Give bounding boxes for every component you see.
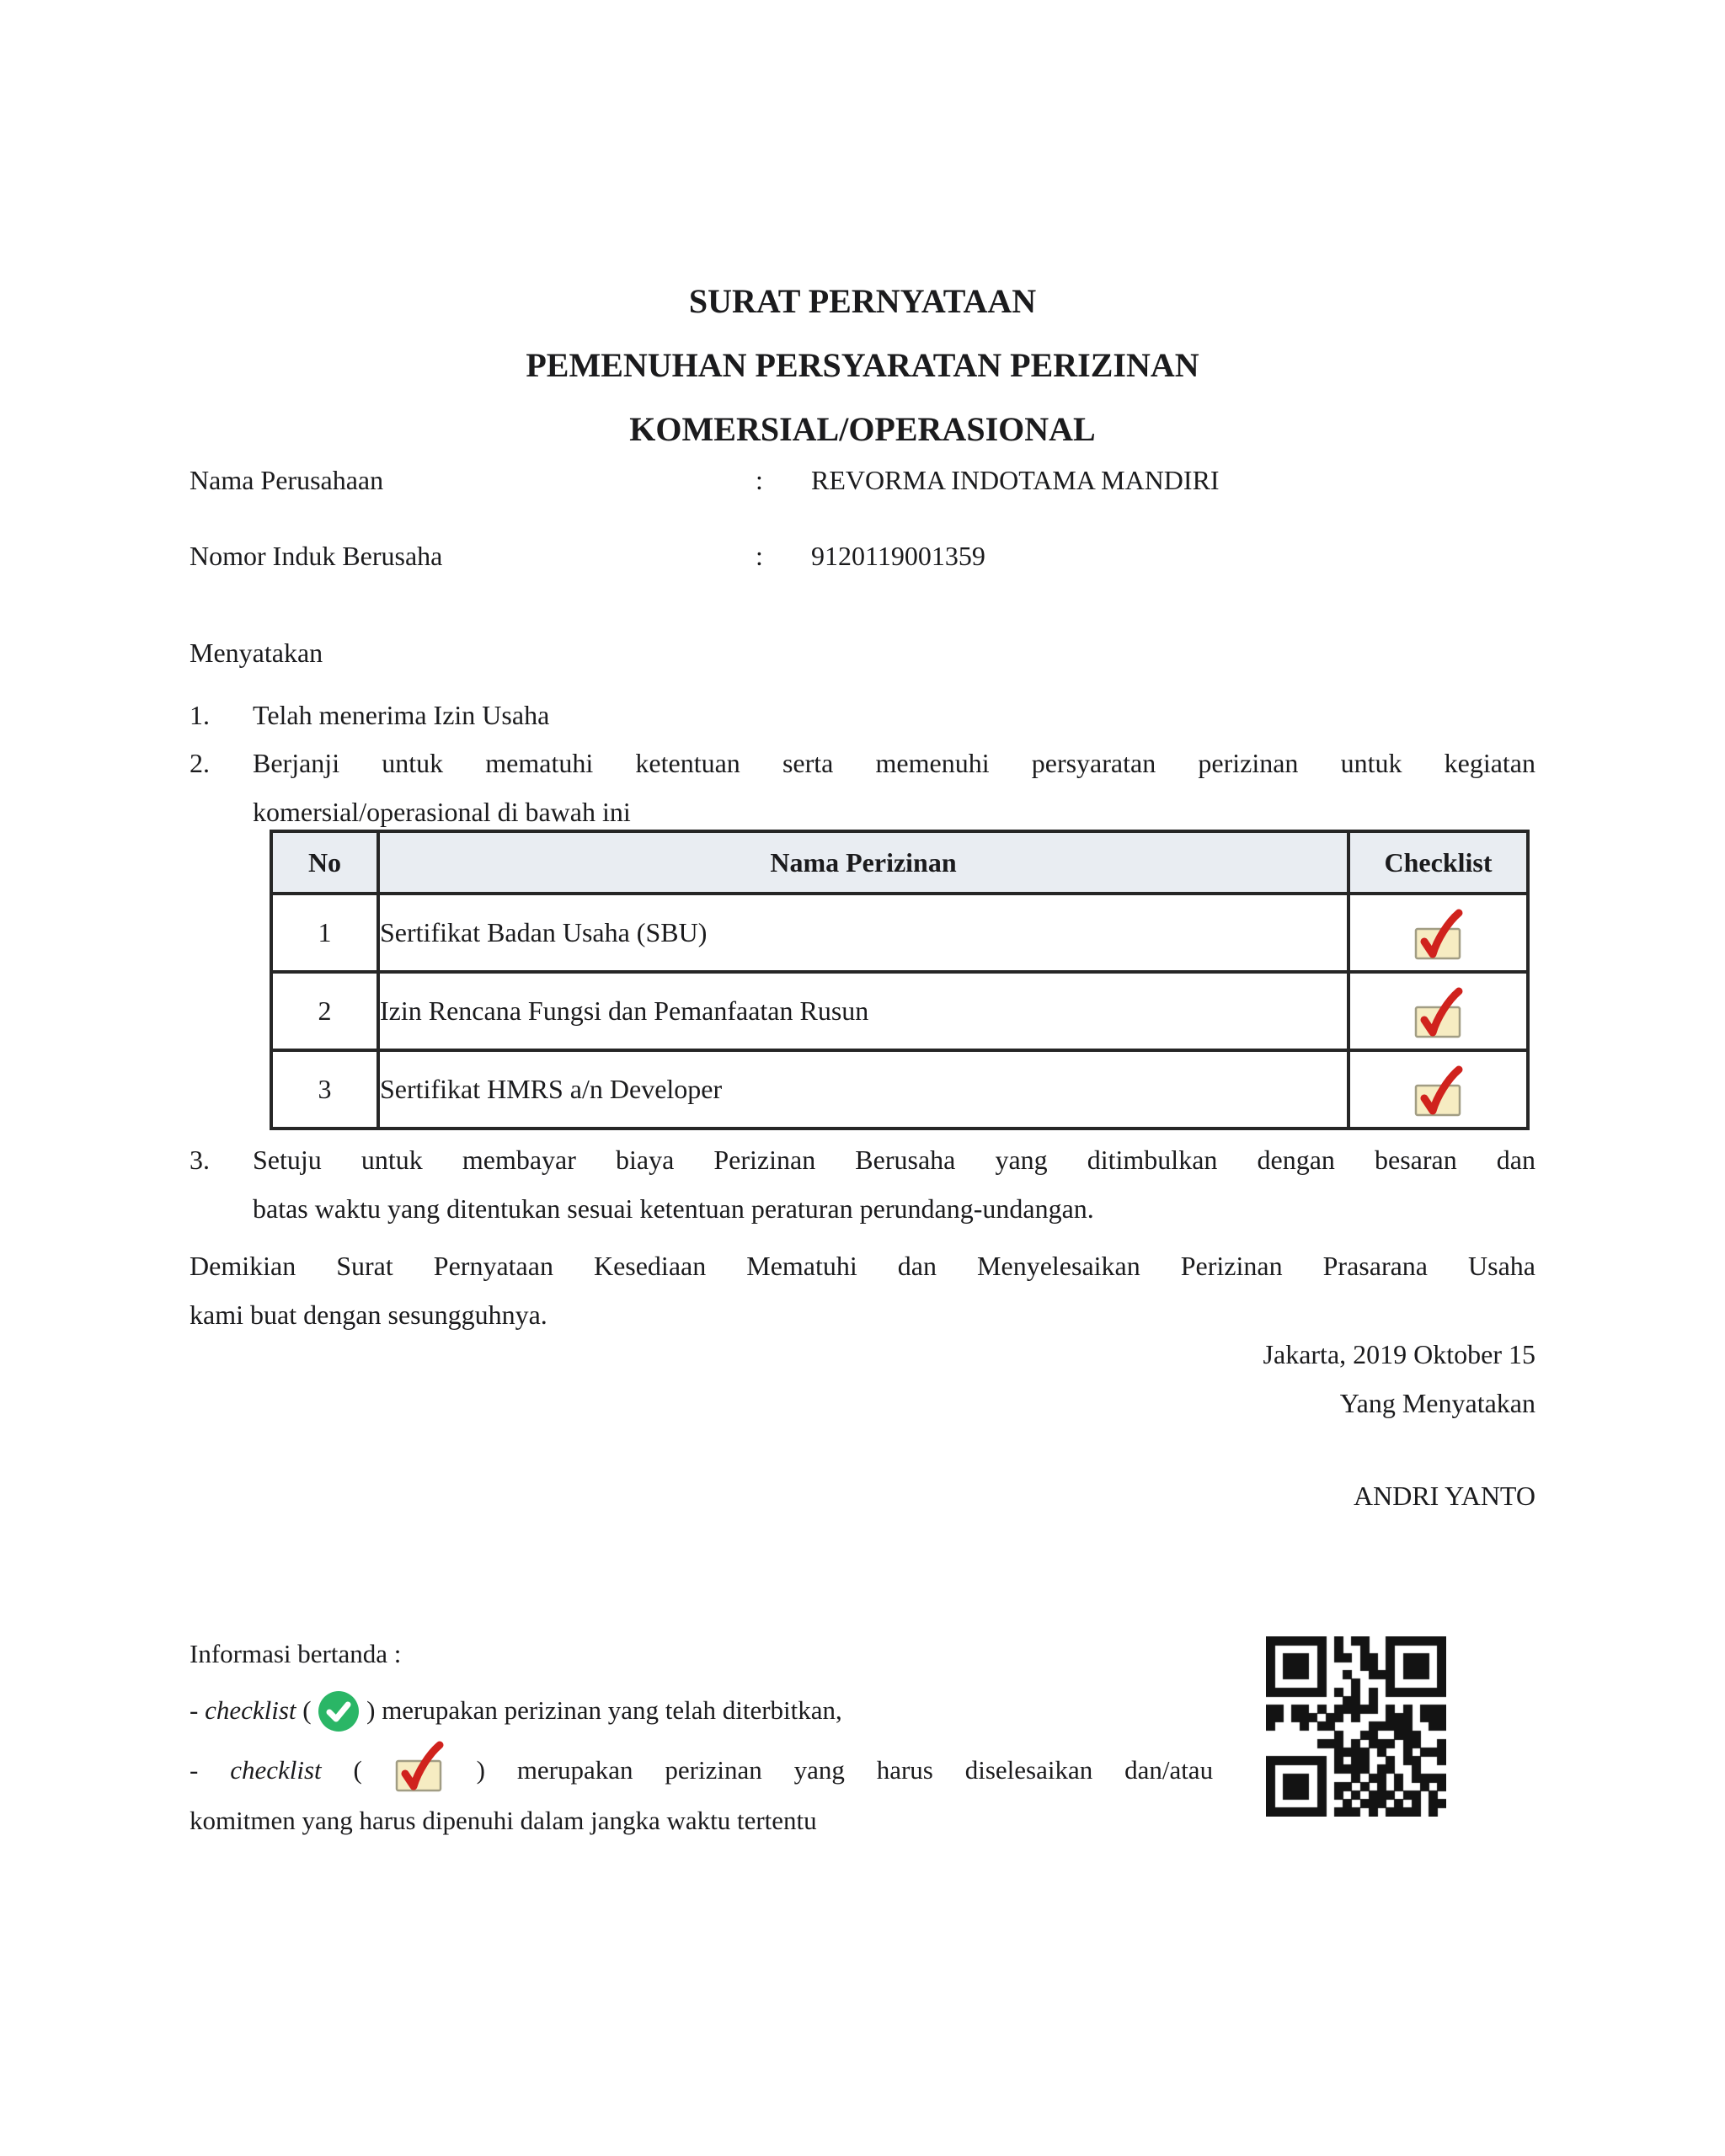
title-line-1: SURAT PERNYATAAN (688, 282, 1037, 320)
field-value: REVORMA INDOTAMA MANDIRI (811, 465, 1220, 495)
legend-heading: Informasi bertanda : (190, 1639, 402, 1668)
legend-commitment-line-2: komitmen yang harus dipenuhi dalam jangka waktu tertentu (190, 1806, 817, 1835)
legend-paren: ) (366, 1695, 376, 1725)
item-line: Setuju untuk membayar biaya Perizinan Berusaha yang ditimbulkan dengan besaran dan (253, 1145, 1535, 1175)
field-label: Nomor Induk Berusaha (190, 541, 443, 571)
signature-name: ANDRI YANTO (1354, 1481, 1535, 1511)
row-permit-name: Izin Rencana Fungsi dan Pemanfaatan Rusun (378, 972, 1348, 1050)
statement-intro: Menyatakan (190, 638, 323, 668)
statement-item-3 (190, 1135, 1535, 1233)
legend-paren: ) (476, 1755, 485, 1785)
company-fields (190, 462, 1535, 574)
header-no: No (271, 831, 378, 894)
table-row (271, 972, 1528, 1050)
perizinan-table (270, 830, 1530, 1130)
closing-paragraph (190, 1241, 1535, 1339)
legend-section (190, 1636, 1213, 1844)
legend-issued-line (190, 1683, 1213, 1738)
legend-dash: - (190, 1695, 199, 1725)
signature-block (1263, 1330, 1535, 1520)
red-check-on-box-icon (394, 1740, 445, 1792)
item-number: 2. (190, 748, 210, 778)
signature-declarer-label: Yang Menyatakan (1339, 1388, 1535, 1418)
legend-commitment-line (190, 1740, 1213, 1797)
table-row (271, 894, 1528, 972)
statement-item-1 (190, 691, 1535, 739)
row-checklist-cell (1348, 894, 1528, 972)
red-check-on-box-icon (1413, 1071, 1464, 1102)
statement-item-2 (190, 739, 1535, 836)
title-line-2: PEMENUHAN PERSYARATAN PERIZINAN (526, 346, 1199, 384)
field-separator: : (756, 541, 763, 571)
row-permit-name: Sertifikat Badan Usaha (SBU) (378, 894, 1348, 972)
item-line: Telah menerima Izin Usaha (253, 700, 550, 730)
field-value: 9120119001359 (811, 541, 985, 571)
legend-word: checklist (205, 1695, 296, 1725)
legend-paren: ( (302, 1695, 312, 1725)
legend-text: merupakan perizinan yang telah diterbitkan, (382, 1695, 842, 1725)
header-row (271, 831, 1528, 894)
perizinan-table-body (271, 894, 1528, 1129)
title-line-3: KOMERSIAL/OPERASIONAL (629, 410, 1096, 448)
row-number: 3 (271, 1050, 378, 1129)
item-line: komersial/operasional di bawah ini (253, 797, 631, 827)
document-title (0, 270, 1725, 462)
red-check-on-box-icon (1413, 915, 1464, 945)
row-number: 2 (271, 972, 378, 1050)
green-check-circle-icon (318, 1690, 360, 1732)
header-checklist: Checklist (1348, 831, 1528, 894)
field-business-id-number (190, 538, 1535, 574)
item-line: Berjanji untuk mematuhi ketentuan serta memenuhi persyaratan perizinan untuk kegiatan (253, 748, 1535, 778)
header-nama-perizinan: Nama Perizinan (378, 831, 1348, 894)
red-check-on-box-icon (1413, 993, 1464, 1023)
closing-line: Demikian Surat Pernyataan Kesediaan Mematuhi dan Menyelesaikan Perizinan Prasarana Usaha (190, 1251, 1535, 1281)
perizinan-table-header (271, 831, 1528, 894)
item-text (253, 739, 1535, 836)
row-permit-name: Sertifikat HMRS a/n Developer (378, 1050, 1348, 1129)
item-number: 1. (190, 700, 210, 730)
legend-paren: ( (353, 1755, 362, 1785)
legend-text: merupakan perizinan yang harus diselesaikan dan/atau (516, 1755, 1214, 1785)
table-row (271, 1050, 1528, 1129)
legend-dash: - (190, 1755, 199, 1785)
legend-word: checklist (230, 1755, 322, 1785)
field-company-name (190, 462, 1535, 498)
row-number: 1 (271, 894, 378, 972)
row-checklist-cell (1348, 1050, 1528, 1129)
item-text (253, 691, 1535, 739)
closing-line: kami buat dengan sesungguhnya. (190, 1299, 547, 1330)
row-checklist-cell (1348, 972, 1528, 1050)
item-number: 3. (190, 1145, 210, 1175)
item-line: batas waktu yang ditentukan sesuai ketentuan peraturan perundang-undangan. (253, 1193, 1094, 1224)
field-separator: : (756, 465, 763, 495)
item-text (253, 1135, 1535, 1233)
qr-code (1266, 1636, 1446, 1817)
field-label: Nama Perusahaan (190, 465, 384, 495)
signature-place-date: Jakarta, 2019 Oktober 15 (1263, 1339, 1535, 1369)
